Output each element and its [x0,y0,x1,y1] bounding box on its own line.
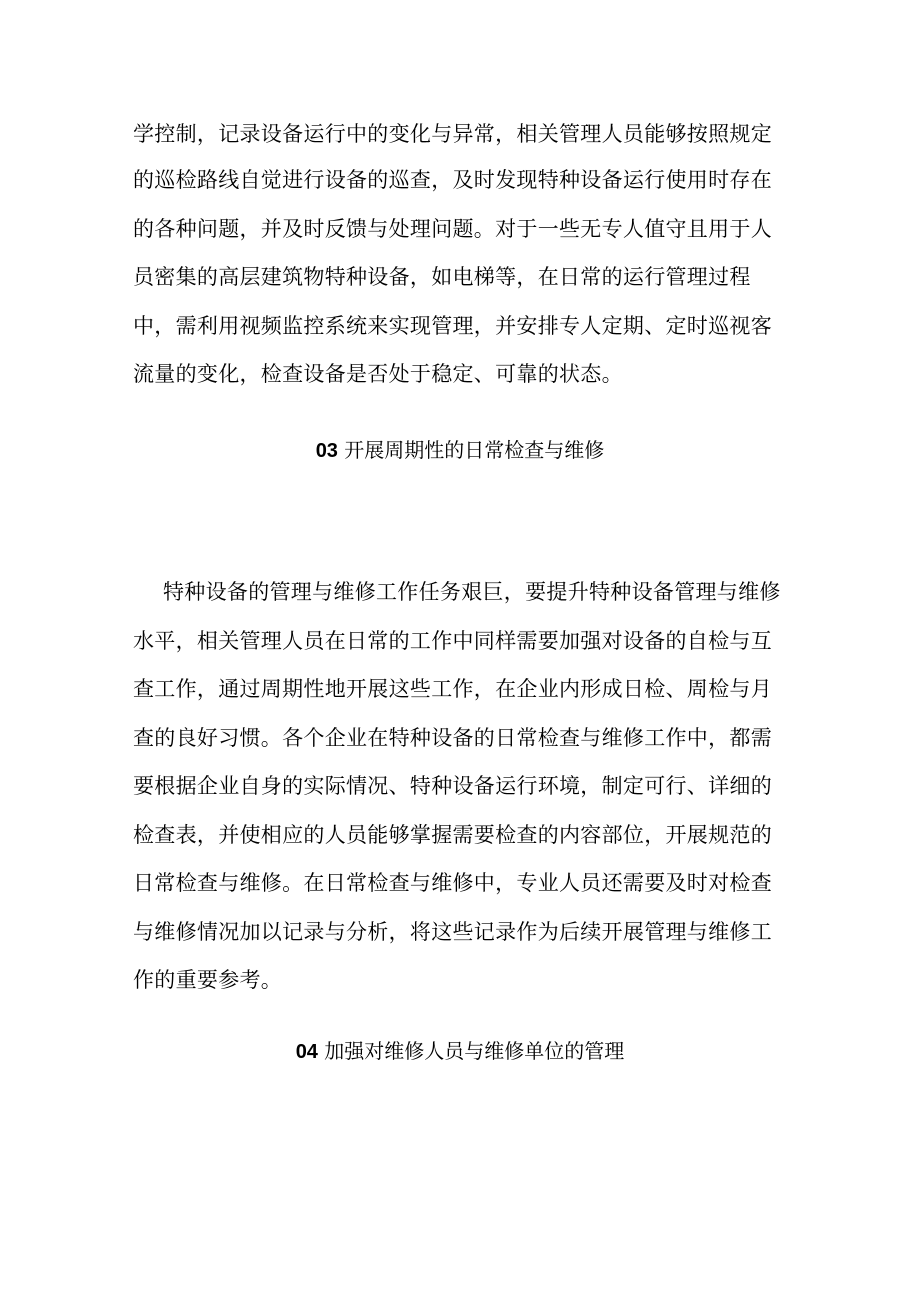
text-line: 特种设备的管理与维修工作任务艰巨，要提升特种设备管理与维修 [163,580,781,604]
text-line: 日常检查与维修。在日常检查与维修中，专业人员还需要及时对检查 [133,871,772,895]
section-title: 开展周期性的日常检查与维修 [344,438,605,462]
text-line: 流量的变化，检查设备是否处于稳定、可靠的状态。 [133,362,623,386]
text-line: 要根据企业自身的实际情况、特种设备运行环境，制定可行、详细的 [133,774,772,798]
text-line: 水平，相关管理人员在日常的工作中同样需要加强对设备的自检与互 [133,629,772,653]
section-number: 03 [315,440,338,462]
text-line: 与维修情况加以记录与分析，将这些记录作为后续开展管理与维修工 [133,920,772,944]
section-heading-03 [0,437,920,464]
text-line: 检查表，并使相应的人员能够掌握需要检查的内容部位，开展规范的 [133,823,772,847]
text-line: 作的重要参考。 [133,968,283,992]
section-title: 加强对维修人员与维修单位的管理 [324,1039,625,1063]
text-line: 学控制，记录设备运行中的变化与异常，相关管理人员能够按照规定 [133,122,772,146]
section-number: 04 [295,1041,318,1063]
text-line: 查工作，通过周期性地开展这些工作，在企业内形成日检、周检与月 [133,677,772,701]
text-line: 中，需利用视频监控系统来实现管理，并安排专人定期、定时巡视客 [133,314,772,338]
section-heading-04 [0,1038,920,1065]
text-line: 员密集的高层建筑物特种设备，如电梯等，在日常的运行管理过程 [133,265,751,289]
text-line: 的巡检路线自觉进行设备的巡查，及时发现特种设备运行使用时存在 [133,168,772,192]
text-line: 查的良好习惯。各个企业在特种设备的日常检查与维修工作中，都需 [133,726,772,750]
text-line: 的各种问题，并及时反馈与处理问题。对于一些无专人值守且用于人 [133,217,772,241]
